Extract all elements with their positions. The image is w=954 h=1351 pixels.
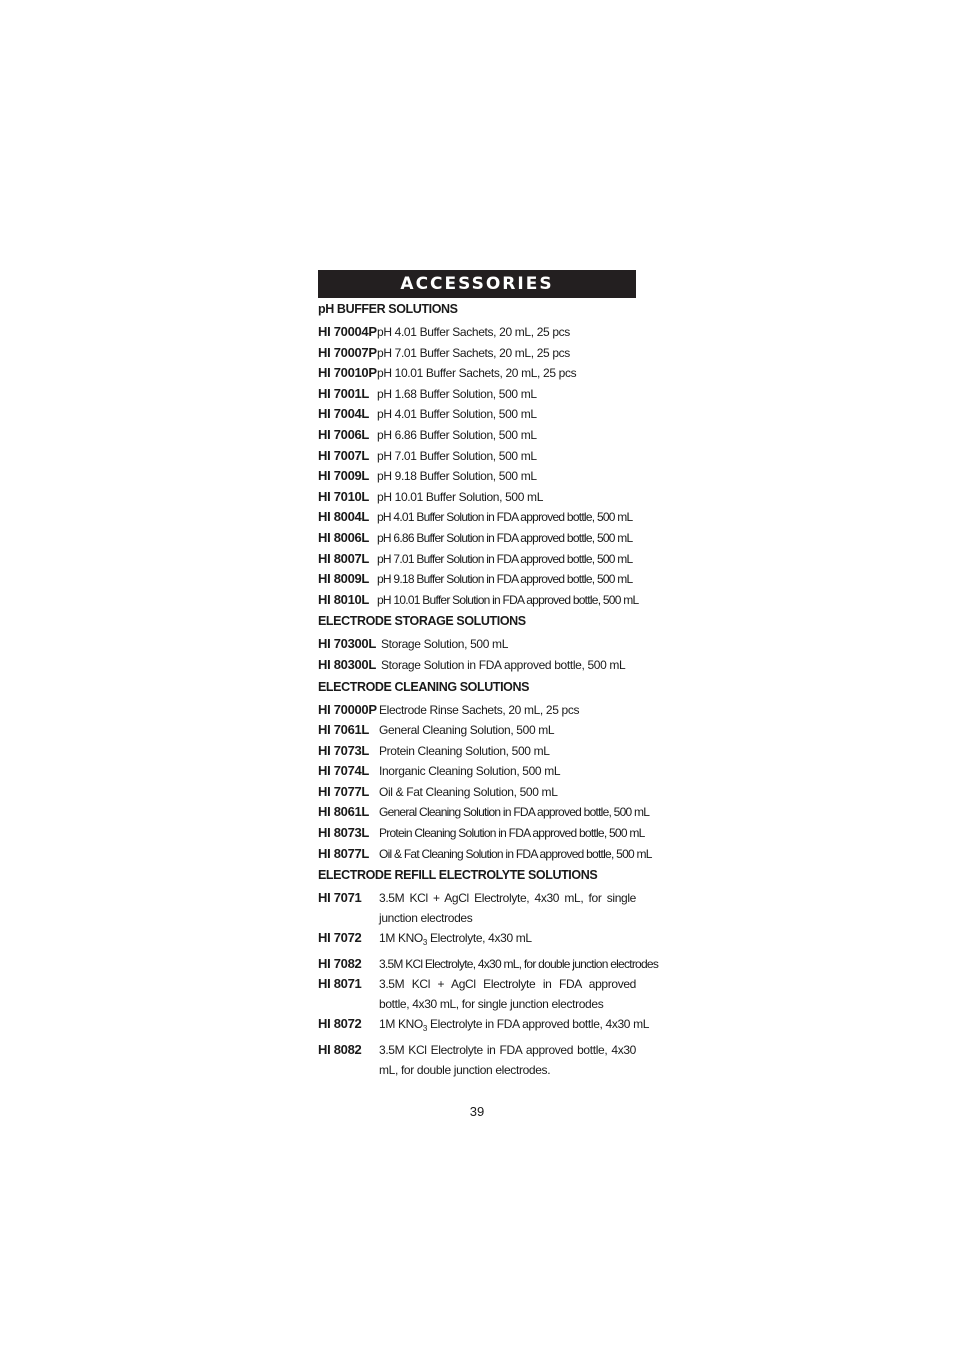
product-description: 3.5M KCl Electrolyte in FDA approved bottle, 4x30 mL, for double junction electrodes. [379,1043,636,1078]
product-description: pH 7.01 Buffer Solution, 500 mL [377,448,537,463]
list-item [318,974,636,1014]
list-item [318,954,659,975]
product-description: pH 6.86 Buffer Solution, 500 mL [377,427,537,442]
list-item [318,590,639,611]
list-item [318,322,636,343]
product-description: pH 7.01 Buffer Solution in FDA approved bottle, 500 mL [377,551,633,566]
product-code: HI 7077L [318,783,370,799]
list-item [318,384,636,405]
product-code: HI 70004P [318,324,377,339]
section-electrode-storage-solutions [318,612,636,675]
product-code: HI 8077L [318,845,370,861]
section-electrode-refill-electrolyte-solutions [318,866,659,1080]
description-part: 1M KNO [379,931,423,946]
product-description: pH 7.01 Buffer Sachets, 20 mL, 25 pcs [377,345,570,360]
list-item [318,549,636,570]
product-description: pH 4.01 Buffer Sachets, 20 mL, 25 pcs [377,325,570,339]
list-item [318,569,636,590]
product-code: HI 7009L [318,468,370,484]
product-description: pH 1.68 Buffer Solution, 500 mL [377,386,537,401]
product-description: Electrode Rinse Sachets, 20 mL, 25 pcs [379,702,580,717]
description-part: Electrolyte in FDA approved bottle, 4x30 mL [427,1017,650,1032]
product-description: General Cleaning Solution, 500 mL [379,723,555,738]
list-item [318,634,636,655]
list-item [318,446,636,467]
product-code: HI 7082 [318,955,362,971]
section-ph-buffer-solutions [318,300,639,610]
product-description: pH 4.01 Buffer Solution, 500 mL [377,407,537,422]
list-item [318,1040,636,1080]
product-code: HI 70010P [318,365,377,381]
product-description: pH 10.01 Buffer Solution, 500 mL [377,489,544,504]
product-description: pH 9.18 Buffer Solution in FDA approved bottle, 500 mL [377,572,633,587]
product-description [379,928,636,954]
product-description: Storage Solution in FDA approved bottle, 500 mL [381,657,626,672]
list-item [318,720,636,741]
product-code: HI 80300L [318,656,377,672]
page-number: 39 [469,1104,485,1119]
description-part: Electrolyte, 4x30 mL [427,931,532,946]
product-code: HI 8004L [318,509,370,525]
product-code: HI 8072 [318,1016,362,1032]
product-description: pH 4.01 Buffer Solution in FDA approved bottle, 500 mL [377,510,633,525]
product-description: Protein Cleaning Solution in FDA approved bottle, 500 mL [379,826,645,841]
product-description: General Cleaning Solution in FDA approved bottle, 500 mL [379,805,650,820]
list-item [318,655,636,676]
product-code: HI 8061L [318,804,370,820]
list-item [318,761,636,782]
product-description: Oil & Fat Cleaning Solution, 500 mL [379,784,558,799]
subscript: 3 [422,1024,428,1034]
product-code: HI 7061L [318,722,370,738]
product-description: 3.5M KCl + AgCl Electrolyte in FDA approved bottle, 4x30 mL, for single junction electrodes [379,977,636,1012]
product-code: HI 7072 [318,930,362,946]
product-description: pH 6.86 Buffer Solution in FDA approved bottle, 500 mL [377,530,633,545]
list-item [318,363,636,384]
product-code: HI 8007L [318,550,370,566]
product-description: 3.5M KCl Electrolyte, 4x30 mL, for double junction electrodes [379,956,659,971]
product-description: Inorganic Cleaning Solution, 500 mL [379,764,561,779]
list-item [318,844,652,865]
product-code: HI 8082 [318,1042,362,1058]
accessories-page [318,270,659,1080]
product-code: HI 7007L [318,447,370,463]
product-description: Oil & Fat Cleaning Solution in FDA approved bottle, 500 mL [379,846,652,861]
product-description: Storage Solution, 500 mL [381,637,509,652]
list-item [318,928,636,954]
banner-title: ACCESSORIES [400,274,554,294]
list-item [318,466,636,487]
product-code: HI 7074L [318,763,370,779]
product-code: HI 7006L [318,426,370,442]
product-code: HI 7071 [318,890,362,906]
product-description: pH 9.18 Buffer Solution, 500 mL [377,469,537,484]
section-electrode-cleaning-solutions [318,678,652,865]
accessories-banner [318,270,636,298]
list-item [318,1014,650,1040]
list-item [318,802,650,823]
product-code: HI 8073L [318,825,370,841]
product-code: HI 70007P [318,344,377,360]
list-item [318,888,636,928]
product-code: HI 7001L [318,385,370,401]
list-item [318,343,636,364]
product-description: Protein Cleaning Solution, 500 mL [379,743,550,758]
list-item [318,528,636,549]
list-item [318,700,636,721]
list-item [318,823,645,844]
list-item [318,507,636,528]
list-item [318,487,636,508]
product-code: HI 8006L [318,529,370,545]
list-item [318,741,636,762]
product-description [379,1014,649,1040]
product-code: HI 8071 [318,976,362,992]
product-description: 3.5M KCl + AgCl Electrolyte, 4x30 mL, for single junction electrodes [379,891,636,926]
product-code: HI 8009L [318,571,370,587]
list-item [318,404,636,425]
product-description: pH 10.01 Buffer Solution in FDA approved bottle, 500 mL [377,592,639,607]
product-code: HI 7010L [318,488,370,504]
list-item [318,782,636,803]
product-code: HI 70000P [318,701,377,717]
product-code: HI 7004L [318,406,370,422]
subscript: 3 [422,938,428,948]
product-code: HI 7073L [318,742,370,758]
description-part: 1M KNO [379,1017,423,1032]
product-code: HI 70300L [318,636,377,652]
product-code: HI 8010L [318,591,370,607]
section-heading: ELECTRODE REFILL ELECTROLYTE SOLUTIONS [318,868,598,883]
section-heading: ELECTRODE STORAGE SOLUTIONS [318,614,526,629]
section-heading: pH BUFFER SOLUTIONS [318,302,458,316]
product-description: pH 10.01 Buffer Sachets, 20 mL, 25 pcs [377,366,577,381]
section-heading: ELECTRODE CLEANING SOLUTIONS [318,679,530,694]
list-item [318,425,636,446]
